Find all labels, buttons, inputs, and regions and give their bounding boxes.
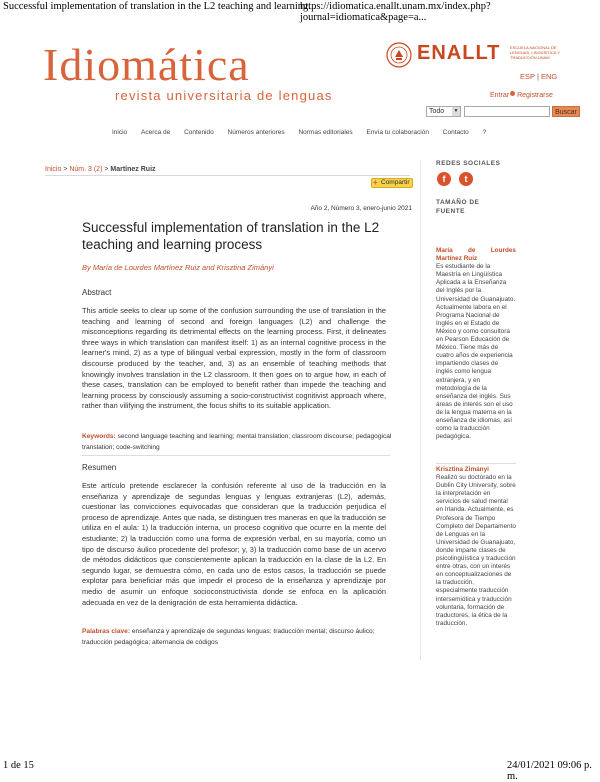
author-bio-name: María de Lourdes Martínez Ruiz	[436, 247, 516, 263]
author-bio-2	[436, 466, 516, 628]
resumen-text: Este artículo pretende esclarecer la confusión referente al uso de la traducción en la enseñanza y aprendizaje de segundas lenguas y lenguas extranjeras (L2), además, cuestionar las convicciones equivocadas que consideran que la traducción perjudica el proceso de aprendizaje. Antes que nada, se distinguen tres maneras en que la traducción se utiliza en el aula: 1) la traducción interna, un proceso cognitivo que ocurre en la mente del estudiante; 2) la traducción como una forma de expresión verbal, en su mayoría, como un tipo de discurso áulico procedente del profesor; y, 3) la traducción como base de un acervo de métodos didácticos que conscientemente aplican la traducción en la clase de la L2. En segundo lugar, se demuestra cómo, en cada uno de estos casos, la traducción se puede explotar para beneficiar más que impedir el proceso de la enseñanza y aprendizaje por medio de asumir un enfoque socioconstructivista donde se enfoca en la aplicación adecuada en vez de la denigración de esta herramienta didáctica.	[82, 481, 386, 607]
login-links	[490, 91, 553, 99]
palabras-clave-label: Palabras clave:	[82, 628, 131, 635]
print-footer	[0, 760, 600, 782]
keywords	[82, 431, 392, 453]
author-bio-name: Krisztina Zimányi	[436, 466, 489, 473]
palabras-clave-text: enseñanza y aprendizaje de segundas lenguas; traducción mental; discurso áulico; traducción pedagógica; alternancia de códigos	[82, 628, 375, 646]
keywords-label: Keywords:	[82, 433, 116, 440]
bullet-icon	[510, 91, 515, 96]
abstract-heading: Abstract	[82, 288, 112, 297]
divider	[45, 175, 410, 176]
keywords-text: second language teaching and learning; mental translation; classroom discourse; pedagogical translation; code-switching	[82, 433, 392, 451]
logo-subtitle: revista universitaria de lenguas	[115, 88, 333, 103]
nav-item-colaboracion[interactable]: Envía tu colaboración	[366, 129, 429, 136]
enallt-seal-icon	[386, 42, 412, 68]
nav-item-contacto[interactable]: Contacto	[442, 129, 469, 136]
lang-esp-link[interactable]: ESP	[520, 72, 536, 81]
sidebar-divider	[420, 160, 421, 660]
plus-icon: +	[373, 178, 378, 187]
register-link[interactable]: Registrarse	[517, 92, 553, 99]
nav-item-numeros-anteriores[interactable]: Números anteriores	[227, 129, 285, 136]
search-scope-value: Todo	[429, 108, 445, 115]
lang-eng-link[interactable]: ENG	[540, 72, 558, 81]
divider	[436, 463, 516, 464]
twitter-icon[interactable]: t	[459, 172, 473, 186]
nav-item-contenido[interactable]: Contenido	[184, 129, 214, 136]
enallt-wordmark: ENALLT	[417, 42, 501, 64]
enallt-logo[interactable]	[386, 40, 560, 70]
share-label: Compartir	[381, 179, 410, 186]
resumen-heading: Resumen	[82, 463, 117, 472]
author-bio-text: Realizó su doctorado en la Dublin City University, sobre la interpretación en servicios de salud mental en Irlanda. Actualmente, es Profesora de Tiempo Completo del Departamento de Lenguas en la Universidad de Guanajuato, donde imparte clases de psicolingüística y traducción entre otras, con un interés en conceptualizaciones de la traducción, especialmente traducción intersemiótica y traducción voluntaria, formación de traductores, la ética de la traducción.	[436, 474, 516, 627]
chevron-down-icon: ▼	[453, 108, 459, 114]
facebook-icon[interactable]: f	[437, 172, 451, 186]
nav-item-inicio[interactable]: Inicio	[112, 129, 128, 136]
social-heading: REDES SOCIALES	[436, 160, 501, 167]
article-title: Successful implementation of translation in the L2 teaching and learning process	[82, 220, 380, 252]
print-header	[0, 0, 600, 23]
main-nav	[112, 129, 498, 141]
abstract-text: This article seeks to clear up some of the confusion surrounding the use of translation in the teaching and learning of second and foreign languages (L2) and challenge the misconceptions regarding its detrimental effects on the learning process. First, it delineates three ways in which translation can manifest itself: 1) as an internal cognitive process in the learner's mind, 2) as a type of bilingual verbal expression, mostly in the form of classroom discourse produced by the teacher, and, 3) as an ensemble of teaching methods that knowingly involves translation in the L2 classroom. It then goes on to argue how, in each of these cases, translation can be employed to benefit rather than impede the teaching and learning process by consciously assuming a socio-constructivist cognitivist approach where, rather than vilifying the instrument, the focus shifts to its suitable application.	[82, 306, 386, 411]
font-size-heading: TAMAÑO DE FUENTE	[436, 199, 480, 215]
breadcrumb-home[interactable]: Inicio	[45, 166, 62, 173]
issue-info: Año 2, Número 3, enero-junio 2021	[310, 205, 412, 212]
nav-item-help[interactable]: ?	[482, 129, 487, 136]
logo-title: Idiomática	[43, 39, 250, 90]
nav-item-acerca[interactable]: Acerca de	[141, 129, 171, 136]
enter-link[interactable]: Entrar	[490, 92, 510, 99]
author-bio-text: Es estudiante de la Maestría en Lingüística Aplicada a la Enseñanza del Inglés por la Universidad de Guanajuato. Actualmente labora en el Programa Nacional de Inglés en el Estado de México y como consultora en Pearson Educación de México. Tiene más de cuatro años de experiencia impartiendo clases de inglés como lengua extranjera, y en metodología de la enseñanza del inglés. Sus áreas de interés son el uso de la lengua materna en la enseñanza de idiomas, así como la traducción pedagógica.	[436, 263, 516, 441]
article-authors: By María de Lourdes Martínez Ruiz and Krisztina Zimányi	[82, 263, 274, 272]
search-input[interactable]	[464, 106, 550, 117]
palabras-clave	[82, 626, 392, 648]
breadcrumb-current: Martínez Ruiz	[110, 166, 156, 173]
print-datetime: 24/01/2021 09:06 p. m.	[507, 760, 592, 782]
breadcrumb: Inicio > Núm. 3 (2) > Martínez Ruiz	[45, 166, 156, 173]
social-links	[437, 169, 481, 187]
language-switcher: ESP | ENG	[520, 72, 558, 81]
print-page-title: Successful implementation of translation in the L2 teaching and learning...	[3, 1, 317, 12]
divider	[82, 455, 390, 456]
author-bio-1	[436, 247, 516, 441]
enallt-description: ESCUELA NACIONAL DE LENGUAS, LINGÜÍSTICA Y TRADUCCIÓN UNAM	[510, 45, 560, 60]
print-page-number: 1 de 15	[3, 760, 34, 771]
journal-logo[interactable]	[43, 40, 333, 103]
search-scope-select[interactable]	[426, 106, 461, 117]
breadcrumb-issue[interactable]: Núm. 3 (2)	[69, 166, 103, 173]
share-button[interactable]	[371, 178, 413, 188]
print-page-url: https://idiomatica.enallt.unam.mx/index.php?journal=idiomatica&page=a...	[300, 1, 491, 23]
search-button[interactable]: Buscar	[552, 106, 580, 117]
nav-item-normas[interactable]: Normas editoriales	[298, 129, 353, 136]
